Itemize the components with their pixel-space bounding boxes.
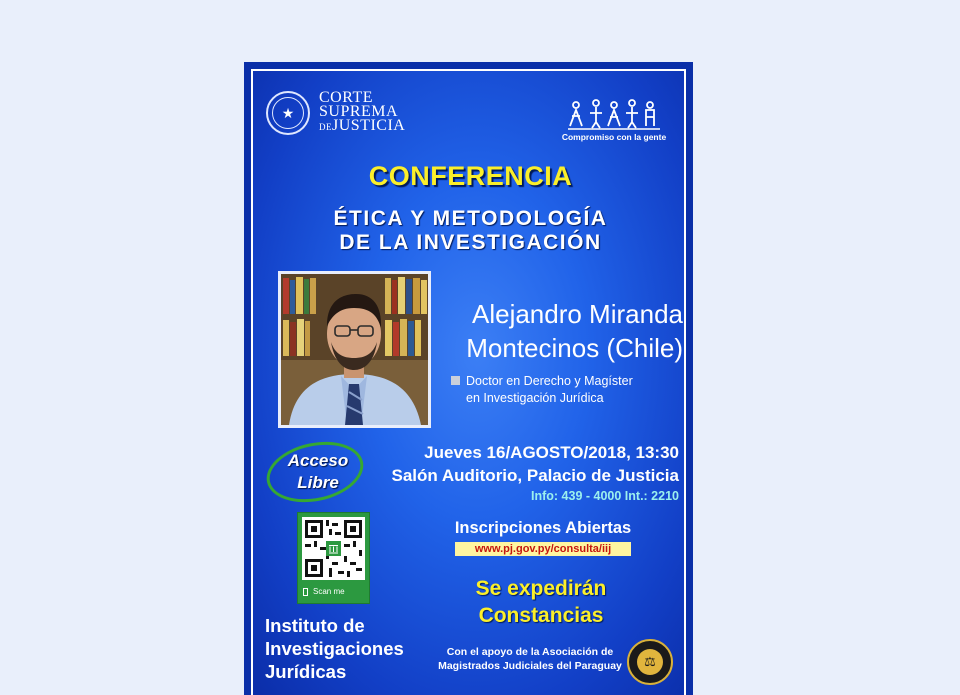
compromiso-logo [554,95,674,147]
bullet-icon [451,376,460,385]
speaker-name-line-2: Montecinos (Chile) [466,333,683,363]
republica-seal-icon: ★ [266,91,310,135]
badge-line-1: Acceso [287,451,349,470]
registration-url[interactable]: www.pj.gov.py/consulta/iij [455,542,631,556]
compromiso-tagline: Compromiso con la gente [561,132,667,142]
event-info-phone: Info: 439 - 4000 Int.: 2210 [531,489,679,503]
poster-frame [251,69,686,695]
speaker-name [443,297,683,365]
conference-heading: CONFERENCIA [368,161,573,191]
speaker-portrait-image [281,274,428,425]
conference-poster [244,62,693,695]
credential-line-1: Doctor en Derecho y Magíster [466,374,633,388]
conference-title [253,207,686,255]
support-line-2: Magistrados Judiciales del Paraguay [438,660,622,672]
event-date: Jueves 16/AGOSTO/2018, 13:30 [424,443,679,462]
event-details [373,441,679,487]
support-note [437,645,623,673]
csj-line-2: SUPREMA [319,103,399,120]
institute-line-3: Jurídicas [265,661,347,682]
acceso-libre-badge [273,450,363,494]
certificates-line-2: Constancias [478,604,604,627]
csj-logo-text [319,91,405,134]
event-place: Salón Auditorio, Palacio de Justicia [391,466,679,485]
badge-line-2: Libre [297,473,339,492]
support-line-1: Con el apoyo de la Asociación de [446,646,614,658]
magistrados-association-logo-icon: ⚖ [627,639,673,685]
registration-heading: Inscripciones Abiertas [454,519,632,537]
institute-name [265,614,404,683]
qr-code[interactable] [297,512,370,604]
speaker-photo [278,271,431,428]
speaker-name-line-1: Alejandro Miranda [471,299,683,329]
certificates-line-1: Se expedirán [475,577,607,600]
title-line-1: ÉTICA Y METODOLOGÍA [333,207,608,230]
people-figures-icon [566,98,662,130]
csj-line-3: DEJUSTICIA [319,117,406,134]
credential-line-2: en Investigación Jurídica [466,391,604,405]
csj-line-1: CORTE [319,89,373,106]
institute-line-1: Instituto de [265,615,365,636]
title-line-2: DE LA INVESTIGACIÓN [339,231,602,254]
institute-line-2: Investigaciones [265,638,404,659]
certificates-notice [421,575,661,629]
phone-icon [303,588,308,596]
qr-label: Scan me [313,587,345,596]
qr-pattern-icon [302,517,365,580]
